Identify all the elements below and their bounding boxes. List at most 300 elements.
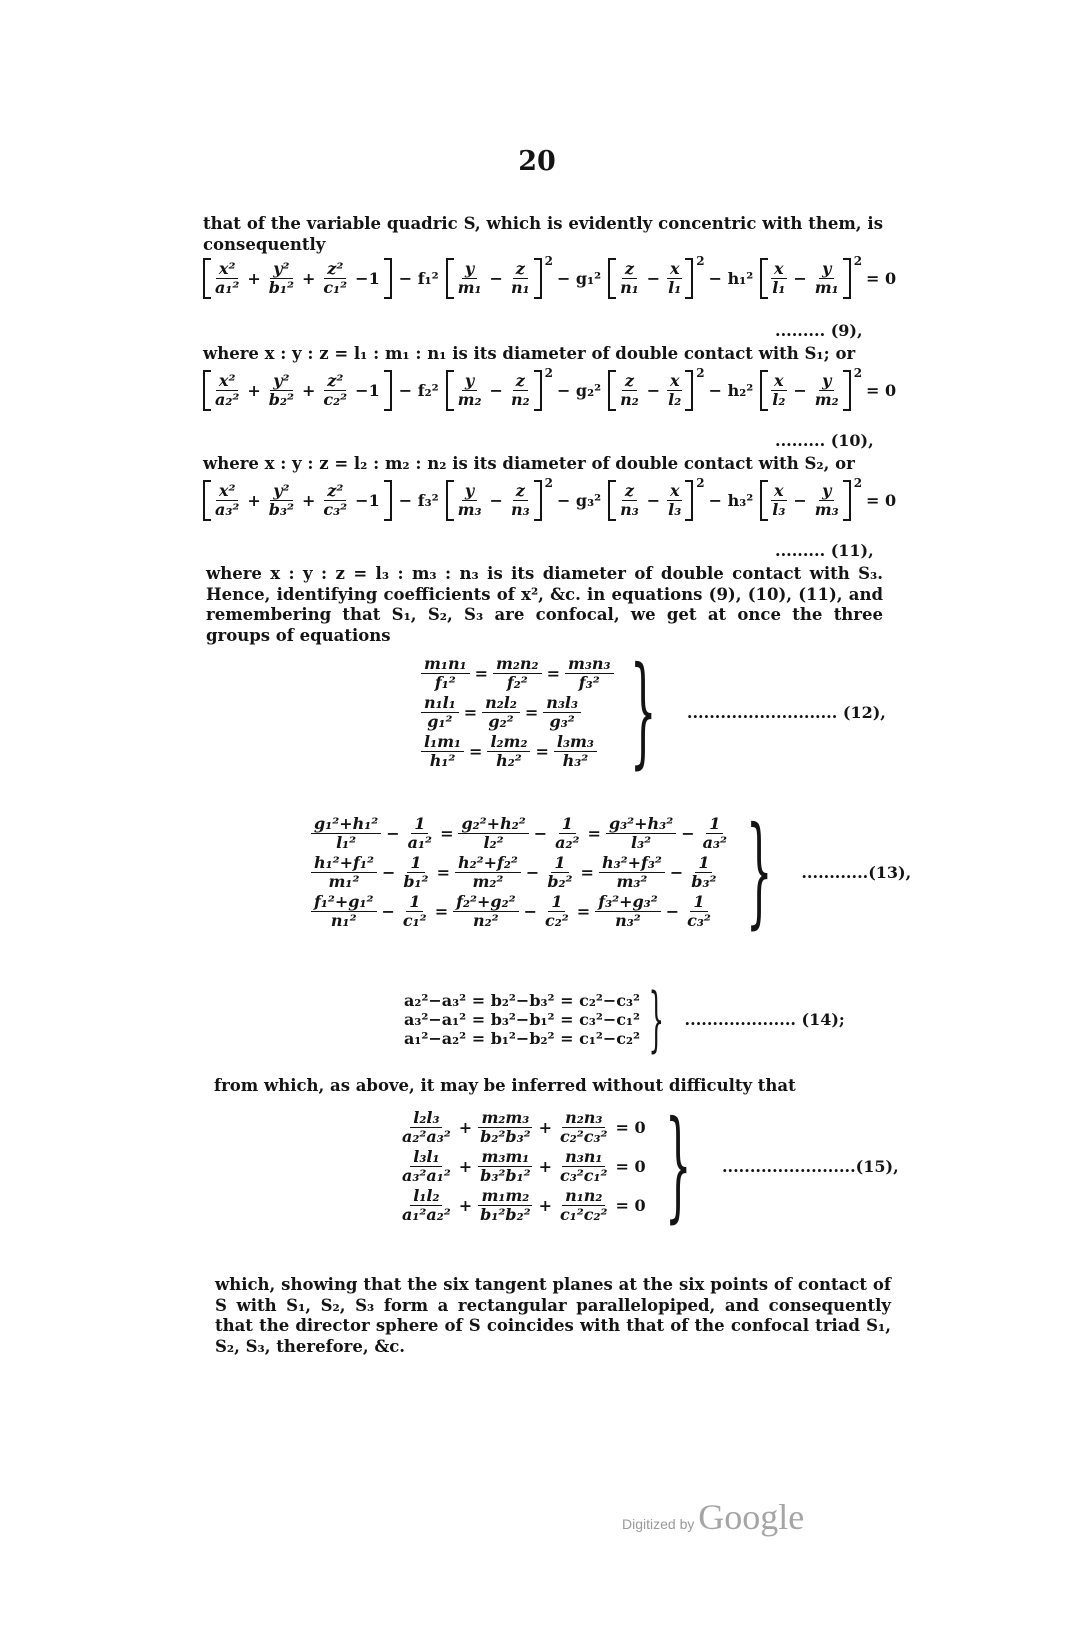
equation-11: [200, 476, 900, 521]
fraction: [665, 260, 684, 297]
fraction: [684, 893, 714, 930]
denominator: b₁²: [268, 278, 294, 297]
math-term: − h₂²: [708, 381, 754, 400]
math-term: =: [576, 901, 591, 921]
math-term: +: [302, 269, 316, 288]
math-term: −: [681, 823, 695, 843]
numerator: x²: [216, 482, 239, 501]
math-term: = 0: [866, 381, 897, 400]
fraction: [399, 1109, 454, 1146]
numerator: l₃l₁: [410, 1148, 442, 1167]
denominator: m₁: [814, 278, 839, 297]
fraction: [400, 893, 430, 930]
equation-label-11: ......... (11),: [775, 541, 874, 560]
numerator: 1: [407, 854, 424, 873]
fraction: [320, 372, 350, 409]
math-term: − f₂²: [398, 381, 439, 400]
fraction: [769, 482, 788, 519]
denominator: l₂²: [483, 832, 504, 852]
math-term: =: [434, 901, 449, 921]
numerator: l₁m₁: [421, 733, 464, 752]
denominator: b₁²b₂²: [480, 1204, 531, 1224]
denominator: g₃²: [549, 711, 575, 731]
math-term: a₃²−a₁² = b₃²−b₁² = c₃²−c₁²: [404, 1009, 640, 1029]
numerator: z: [513, 482, 528, 501]
right-brace: }: [648, 978, 665, 1060]
denominator: l₁: [772, 278, 786, 297]
denominator: b₂²b₃²: [480, 1126, 531, 1146]
numerator: x: [667, 482, 683, 501]
equation-row: [310, 893, 731, 930]
fraction: [212, 372, 242, 409]
math-term: = 0: [615, 1117, 646, 1137]
math-term: +: [458, 1156, 473, 1176]
numerator: 1: [548, 893, 565, 912]
numerator: z: [513, 372, 528, 391]
bracket-group: [760, 480, 850, 521]
paragraph-5: from which, as above, it may be inferred without difficulty that: [214, 1076, 796, 1095]
google-logo: Google: [698, 1497, 805, 1537]
denominator: c₃²c₁²: [559, 1165, 608, 1185]
denominator: n₃: [620, 500, 639, 519]
denominator: n₂: [510, 390, 530, 409]
denominator: a₂²a₃²: [402, 1126, 451, 1146]
math-term: −: [646, 491, 661, 510]
denominator: n₂: [620, 390, 639, 409]
fraction: [554, 733, 597, 770]
fraction: [557, 1148, 611, 1185]
equation-row: [310, 854, 731, 891]
fraction: [421, 655, 470, 692]
fraction: [769, 260, 788, 297]
denominator: a₂²: [555, 832, 580, 852]
math-term: +: [538, 1117, 552, 1137]
equation-row: [400, 1010, 644, 1029]
numerator: m₃m₁: [478, 1148, 532, 1167]
denominator: l₁: [668, 278, 682, 297]
page-number: 20: [518, 146, 556, 177]
fraction: [266, 372, 297, 409]
numerator: y: [819, 482, 834, 501]
denominator: n₃²: [615, 910, 641, 930]
equation-system-13: [310, 802, 912, 941]
equation-row: [420, 655, 615, 692]
denominator: l₁²: [336, 832, 357, 852]
exponent: 2: [853, 254, 863, 268]
numerator: z²: [324, 260, 346, 279]
exponent: 2: [853, 476, 863, 490]
fraction: [595, 893, 661, 930]
math-term: − g₃²: [556, 491, 602, 510]
math-term: −: [381, 901, 395, 921]
denominator: h₃²: [562, 750, 589, 770]
numerator: y: [462, 372, 477, 391]
denominator: g₁²: [427, 711, 453, 731]
exponent: 2: [544, 476, 553, 490]
math-term: −: [523, 901, 538, 921]
numerator: m₁n₁: [421, 655, 470, 674]
math-term: =: [463, 702, 478, 722]
equation-row: [400, 1029, 644, 1048]
fraction: [688, 854, 719, 891]
fraction: [508, 260, 533, 297]
numerator: 1: [551, 854, 568, 873]
denominator: n₃: [510, 500, 530, 519]
fraction: [606, 815, 676, 852]
numerator: x²: [216, 260, 239, 279]
numerator: f₂²+g₂²: [453, 893, 519, 912]
math-term: −1: [355, 491, 380, 510]
math-term: =: [535, 741, 549, 761]
fraction: [617, 260, 642, 297]
numerator: z: [622, 372, 637, 391]
equation-row: [420, 733, 615, 770]
numerator: l₃m₃: [554, 733, 597, 752]
math-term: +: [538, 1156, 552, 1176]
denominator: l₃: [668, 500, 682, 519]
math-term: =: [436, 862, 450, 882]
fraction: [557, 1109, 611, 1146]
paragraph-4: where x : y : z = l₃ : m₃ : n₃ is its diameter of double contact with S₃. Hence, identifying coefficients of x², &c. in equations (9), (10), (11), and remembering that S₁, S₂, S₃ are confocal, we get at once the three groups of equations: [206, 564, 883, 645]
math-term: +: [302, 381, 316, 400]
numerator: h₃²+f₃²: [599, 854, 665, 873]
fraction: [557, 1187, 611, 1224]
fraction: [812, 372, 842, 409]
denominator: c₃²: [323, 500, 348, 519]
math-term: = 0: [866, 491, 897, 510]
equation-9: [200, 254, 900, 299]
fraction: [552, 815, 582, 852]
denominator: m₃: [457, 500, 482, 519]
paragraph-2: where x : y : z = l₁ : m₁ : n₁ is its diameter of double contact with S₁; or: [203, 344, 856, 363]
math-term: −: [793, 381, 807, 400]
fraction: [565, 655, 614, 692]
numerator: y²: [270, 260, 292, 279]
math-term: −1: [355, 269, 380, 288]
denominator: g₂²: [488, 711, 514, 731]
equation-label-14: .................... (14);: [684, 1009, 845, 1029]
fraction: [665, 482, 684, 519]
denominator: a₂²: [215, 390, 240, 409]
numerator: y: [819, 372, 834, 391]
numerator: x: [771, 260, 787, 279]
equation-row: [398, 1187, 650, 1224]
fraction: [617, 482, 642, 519]
bracket-group: [203, 370, 392, 411]
numerator: m₂n₂: [493, 655, 542, 674]
exponent: 2: [853, 366, 863, 380]
fraction: [455, 854, 521, 891]
fraction: [421, 694, 459, 731]
numerator: f₃²+g₃²: [595, 893, 661, 912]
math-term: −: [489, 269, 503, 288]
fraction: [487, 733, 530, 770]
numerator: 1: [690, 893, 707, 912]
numerator: m₃n₃: [565, 655, 614, 674]
numerator: h₁²+f₁²: [311, 854, 377, 873]
numerator: l₂l₃: [410, 1109, 442, 1128]
math-term: −: [525, 862, 540, 882]
math-term: − f₃²: [398, 491, 439, 510]
math-term: −1: [355, 381, 380, 400]
numerator: n₂n₃: [562, 1109, 605, 1128]
math-term: −: [646, 269, 661, 288]
paragraph-3: where x : y : z = l₂ : m₂ : n₂ is its diameter of double contact with S₂, or: [203, 454, 855, 473]
paragraph-6: which, showing that the six tangent planes at the six points of contact of S with S₁, S₂, S₃ form a rectangular parallelopiped, and consequently that the director sphere of S coincides with that of the confocal triad S₁, S₂, S₃, therefore, &c.: [215, 1275, 891, 1356]
numerator: y²: [270, 482, 292, 501]
denominator: b₃²b₁²: [480, 1165, 531, 1185]
denominator: h₁²: [429, 750, 456, 770]
numerator: g₂²+h₂²: [458, 815, 528, 834]
equation-label-15: ........................(15),: [721, 1156, 899, 1176]
fraction: [700, 815, 730, 852]
math-term: +: [458, 1195, 473, 1215]
denominator: b₃²: [691, 871, 717, 891]
fraction: [812, 482, 842, 519]
fraction: [458, 815, 528, 852]
denominator: c₁²: [402, 910, 427, 930]
math-term: +: [538, 1195, 552, 1215]
fraction: [311, 815, 381, 852]
numerator: n₃n₁: [562, 1148, 605, 1167]
fraction: [543, 694, 581, 731]
numerator: x: [667, 260, 683, 279]
denominator: c₁²: [323, 278, 348, 297]
denominator: a₁²a₂²: [402, 1204, 451, 1224]
bracket-group: [760, 370, 850, 411]
math-term: +: [247, 381, 261, 400]
denominator: l₃: [772, 500, 786, 519]
equation-label-13: ............(13),: [801, 862, 912, 882]
denominator: m₁: [457, 278, 482, 297]
fraction: [212, 482, 242, 519]
fraction: [812, 260, 842, 297]
fraction: [311, 854, 377, 891]
denominator: c₃²: [687, 910, 711, 930]
equation-label-12: ........................... (12),: [686, 702, 886, 722]
fraction: [212, 260, 242, 297]
fraction: [477, 1187, 533, 1224]
denominator: l₂: [772, 390, 786, 409]
fraction: [266, 482, 297, 519]
right-brace: }: [664, 1096, 692, 1235]
denominator: m₃: [814, 500, 839, 519]
denominator: n₂²: [473, 910, 499, 930]
math-term: − h₁²: [708, 269, 754, 288]
numerator: z²: [324, 372, 346, 391]
equation-system-14: [400, 978, 845, 1060]
math-term: −: [646, 381, 661, 400]
fraction: [405, 815, 435, 852]
fraction: [453, 893, 519, 930]
equation-system-12: [420, 642, 886, 781]
numerator: m₁m₂: [478, 1187, 532, 1206]
math-term: − f₁²: [398, 269, 439, 288]
equation-row: [398, 1109, 650, 1146]
numerator: n₁n₂: [562, 1187, 605, 1206]
math-term: −: [489, 381, 503, 400]
denominator: l₃²: [631, 832, 652, 852]
numerator: z: [622, 482, 637, 501]
bracket-group: [608, 480, 693, 521]
denominator: n₁: [510, 278, 530, 297]
numerator: z: [513, 260, 528, 279]
math-term: =: [587, 823, 601, 843]
equation-system-15: [398, 1096, 899, 1235]
fraction: [599, 854, 665, 891]
bracket-group: [446, 258, 542, 299]
denominator: n₁²: [330, 910, 357, 930]
numerator: n₃l₃: [543, 694, 581, 713]
paragraph-1: that of the variable quadric S, which is evidently concentric with them, is consequently: [203, 214, 883, 254]
fraction: [320, 482, 350, 519]
denominator: f₂²: [506, 672, 528, 692]
math-term: +: [302, 491, 316, 510]
exponent: 2: [696, 254, 705, 268]
math-term: a₂²−a₃² = b₂²−b₃² = c₂²−c₃²: [404, 990, 640, 1010]
fraction: [769, 372, 788, 409]
denominator: a₃²: [215, 500, 240, 519]
denominator: b₁²: [403, 871, 429, 891]
math-term: =: [580, 862, 594, 882]
math-term: =: [546, 663, 560, 683]
denominator: c₂²: [545, 910, 569, 930]
bracket-group: [608, 258, 693, 299]
fraction: [482, 694, 520, 731]
fraction: [455, 482, 485, 519]
numerator: 1: [411, 815, 428, 834]
math-term: −: [669, 862, 684, 882]
fraction: [477, 1109, 533, 1146]
denominator: f₁²: [434, 672, 456, 692]
denominator: b₂²: [268, 390, 294, 409]
fraction: [542, 893, 572, 930]
right-brace: }: [745, 802, 773, 941]
numerator: h₂²+f₂²: [455, 854, 521, 873]
bracket-group: [203, 258, 392, 299]
equation-10: [200, 366, 900, 411]
equation-row: [400, 991, 644, 1010]
watermark-prefix: Digitized by: [622, 1516, 695, 1532]
fraction: [320, 260, 350, 297]
equation-row: [310, 815, 731, 852]
math-term: +: [247, 491, 261, 510]
numerator: f₁²+g₁²: [311, 893, 377, 912]
math-term: = 0: [615, 1195, 646, 1215]
bracket-group: [608, 370, 693, 411]
numerator: 1: [695, 854, 712, 873]
math-term: − g₁²: [556, 269, 602, 288]
numerator: y: [462, 260, 477, 279]
math-term: −: [381, 862, 396, 882]
denominator: a₃²: [702, 832, 727, 852]
numerator: x: [771, 372, 787, 391]
exponent: 2: [544, 366, 553, 380]
denominator: c₂²c₃²: [559, 1126, 608, 1146]
denominator: b₂²: [547, 871, 573, 891]
watermark: [622, 1496, 804, 1538]
right-brace: }: [629, 642, 657, 781]
denominator: m₁²: [328, 871, 360, 891]
numerator: z²: [324, 482, 346, 501]
bracket-group: [446, 370, 542, 411]
fraction: [455, 260, 485, 297]
denominator: l₂: [668, 390, 682, 409]
math-term: = 0: [866, 269, 897, 288]
bracket-group: [760, 258, 850, 299]
bracket-group: [203, 480, 392, 521]
numerator: m₂m₃: [478, 1109, 532, 1128]
math-term: +: [247, 269, 261, 288]
denominator: a₃²a₁²: [402, 1165, 451, 1185]
denominator: h₂²: [496, 750, 522, 770]
numerator: g₃²+h₃²: [606, 815, 676, 834]
denominator: c₂²: [323, 390, 348, 409]
denominator: n₁: [620, 278, 639, 297]
denominator: m₂: [457, 390, 482, 409]
fraction: [617, 372, 642, 409]
math-term: −: [793, 491, 807, 510]
numerator: n₂l₂: [482, 694, 520, 713]
denominator: m₂: [814, 390, 839, 409]
numerator: x: [771, 482, 787, 501]
math-term: =: [469, 741, 483, 761]
numerator: n₁l₁: [421, 694, 459, 713]
math-term: −: [665, 901, 680, 921]
exponent: 2: [696, 476, 705, 490]
fraction: [544, 854, 575, 891]
math-term: −: [489, 491, 503, 510]
fraction: [400, 854, 431, 891]
numerator: 1: [706, 815, 723, 834]
equation-row: [420, 694, 615, 731]
math-term: − h₃²: [708, 491, 754, 510]
fraction: [455, 372, 485, 409]
fraction: [477, 1148, 533, 1185]
equation-row: [398, 1148, 650, 1185]
denominator: a₁²: [215, 278, 240, 297]
math-term: −: [793, 269, 807, 288]
fraction: [399, 1148, 454, 1185]
denominator: c₁²c₂²: [559, 1204, 608, 1224]
fraction: [508, 372, 533, 409]
denominator: b₃²: [268, 500, 294, 519]
denominator: m₂²: [472, 871, 504, 891]
numerator: z: [622, 260, 637, 279]
exponent: 2: [696, 366, 705, 380]
numerator: g₁²+h₁²: [311, 815, 381, 834]
math-term: − g₂²: [556, 381, 602, 400]
denominator: f₃²: [578, 672, 600, 692]
fraction: [665, 372, 684, 409]
math-term: a₁²−a₂² = b₁²−b₂² = c₁²−c₂²: [404, 1028, 640, 1048]
fraction: [493, 655, 542, 692]
exponent: 2: [544, 254, 553, 268]
numerator: 1: [406, 893, 423, 912]
numerator: l₁l₂: [410, 1187, 442, 1206]
numerator: x: [667, 372, 683, 391]
numerator: l₂m₂: [487, 733, 530, 752]
equation-label-10: ......... (10),: [775, 431, 874, 450]
numerator: y²: [270, 372, 292, 391]
bracket-group: [446, 480, 542, 521]
numerator: 1: [559, 815, 576, 834]
numerator: y: [462, 482, 477, 501]
fraction: [421, 733, 464, 770]
math-term: =: [474, 663, 488, 683]
denominator: a₁²: [407, 832, 433, 852]
numerator: x²: [216, 372, 239, 391]
